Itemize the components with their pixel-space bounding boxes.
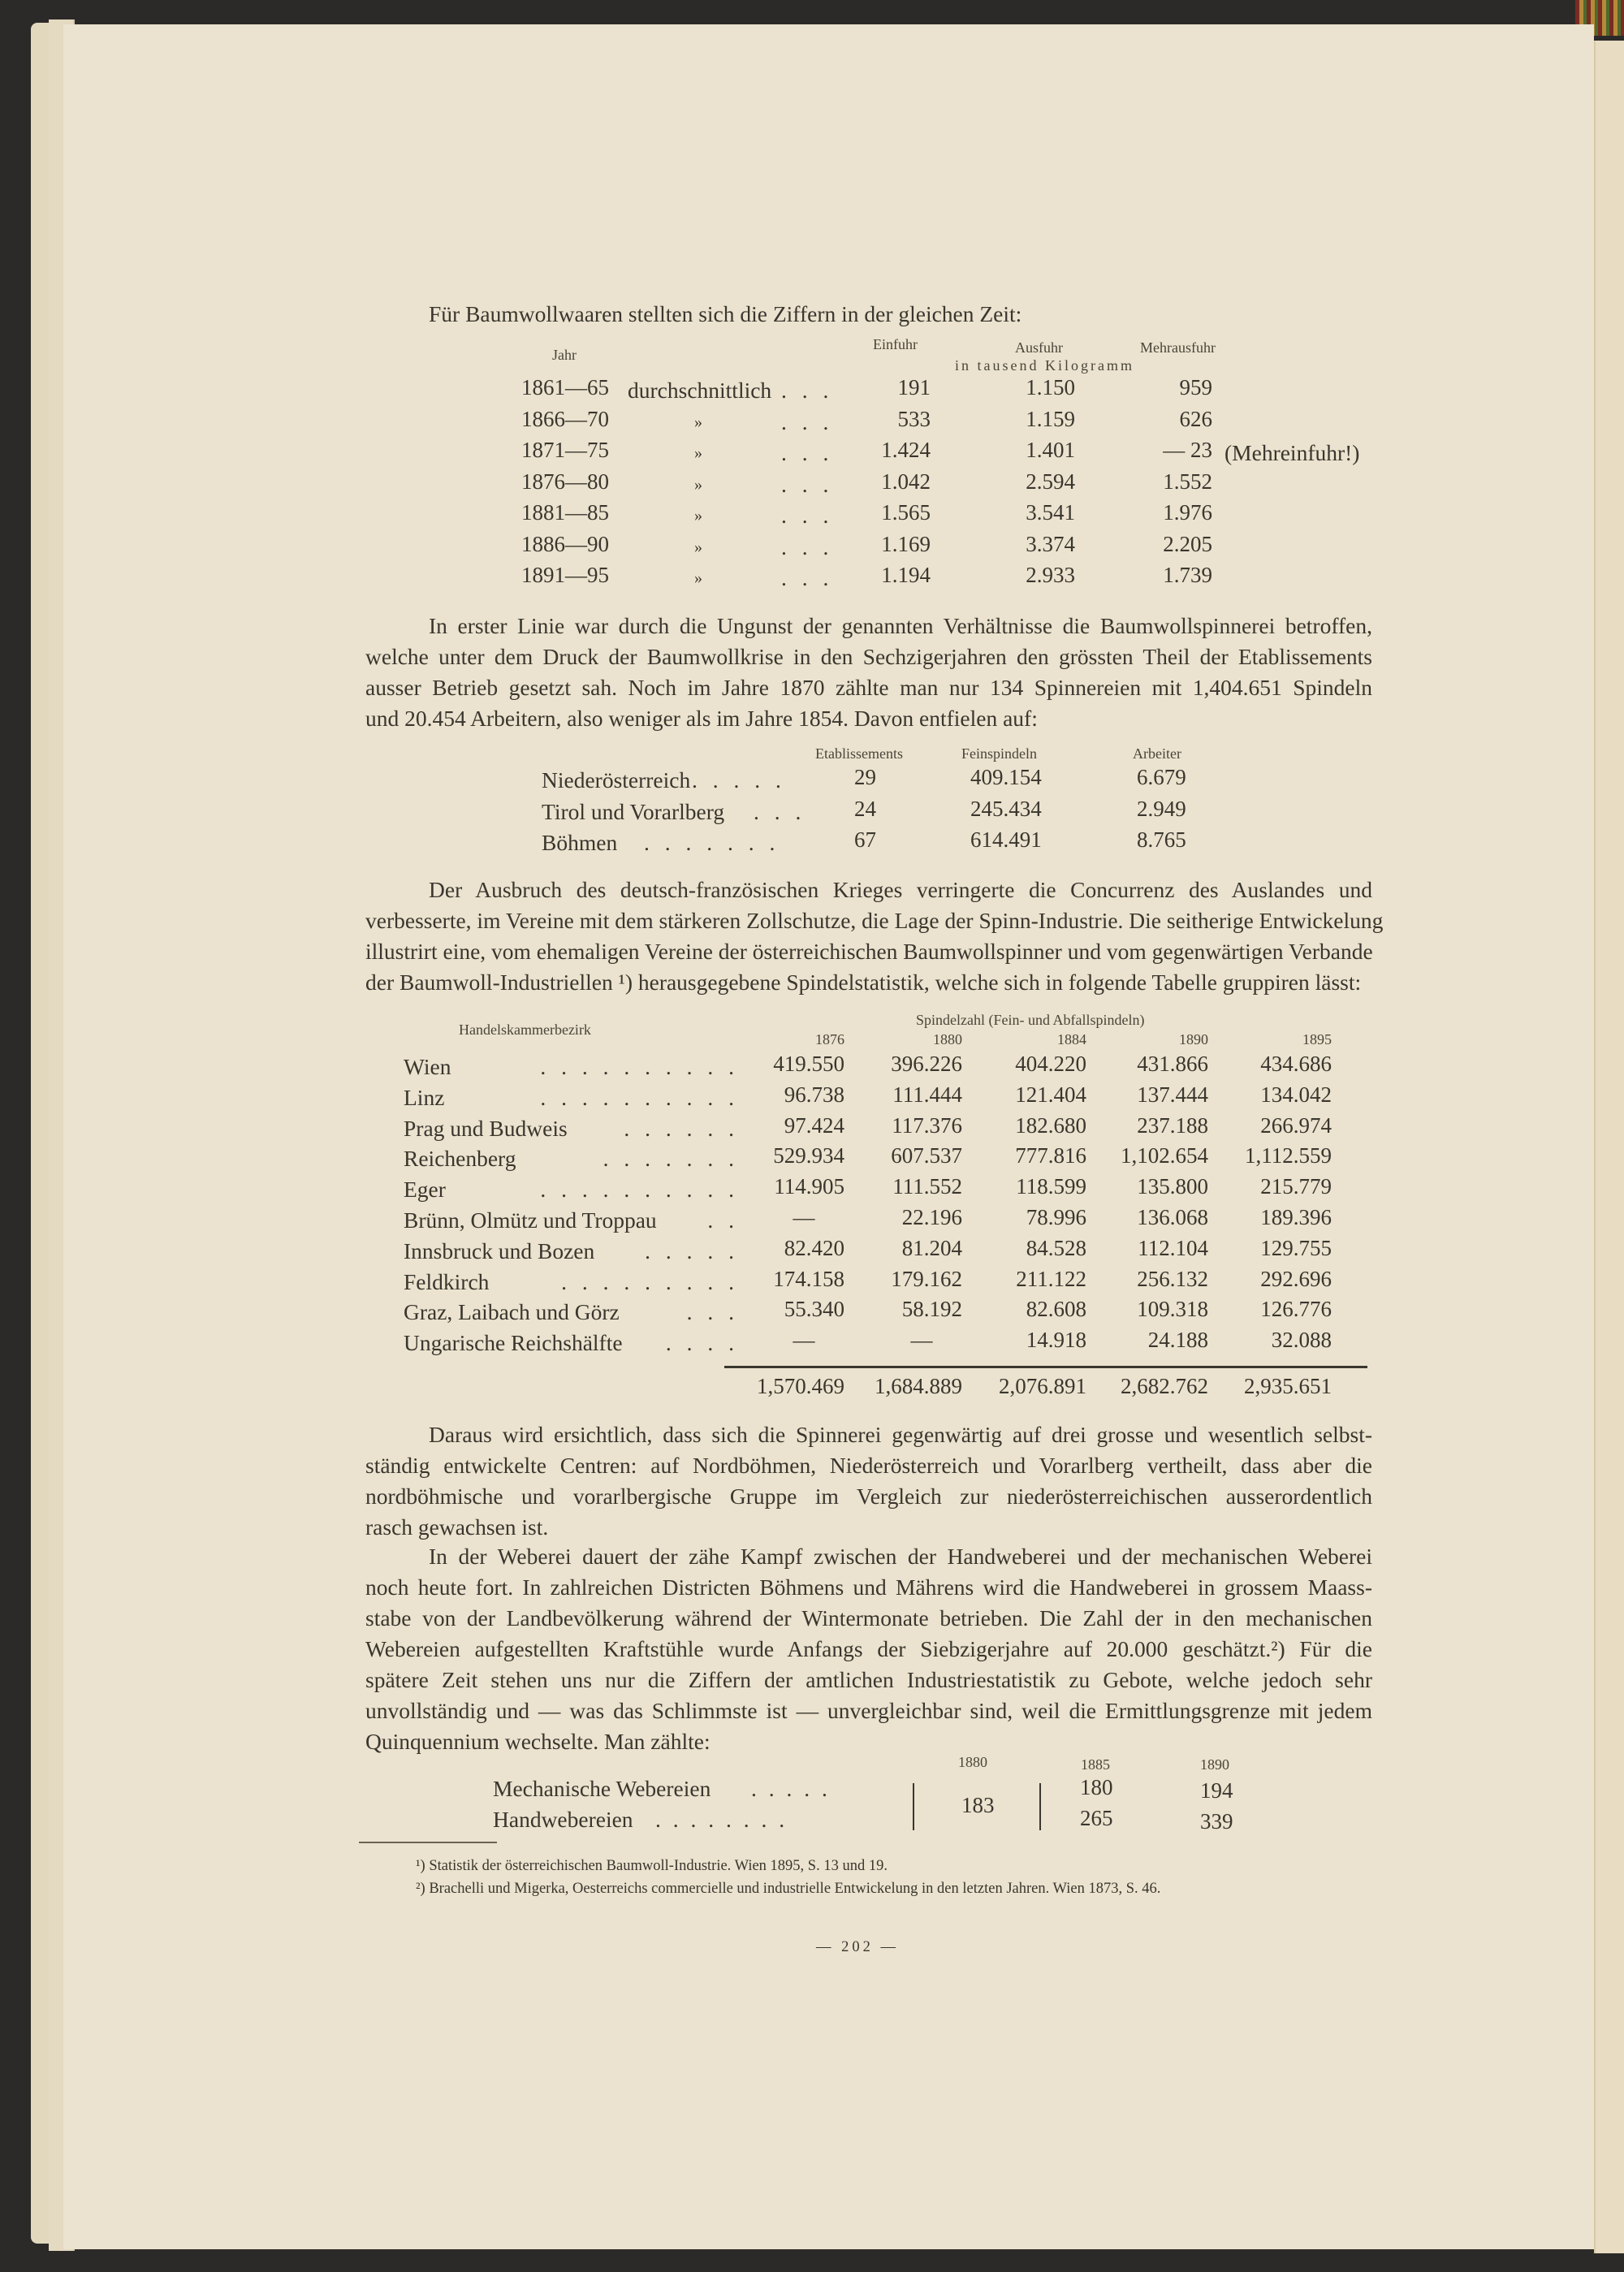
mechanical-1885-value: 180 [1080,1775,1113,1799]
workers-cell: 2.949 [1137,796,1186,821]
mechanical-1890-value: 194 [1200,1778,1233,1803]
year-header: 1895 [1302,1031,1332,1047]
paragraph-1 [365,611,1372,734]
paragraph-4 [365,1541,1372,1757]
value-cell: 404.220 [1015,1052,1086,1076]
value-cell: 179.162 [891,1266,962,1291]
value-cell: — [793,1328,815,1353]
year-header: 1884 [1057,1031,1086,1047]
remark-cell: (Mehreinfuhr!) [1224,440,1360,465]
unit-label: in tausend Kilogramm [955,357,1134,374]
district-name: Prag und Budweis [404,1115,568,1141]
value-cell: 292.696 [1260,1266,1332,1291]
import-cell: 1.042 [881,469,931,494]
value-cell: 266.974 [1260,1112,1332,1138]
region-name: Böhmen [542,830,618,855]
text-line: Webereien aufgestellten Kraftstühle wurde Anfangs der Siebzigerjahre auf 20.000 geschätzt.²) Für die [365,1636,1372,1661]
import-cell: 533 [897,406,931,431]
leader-dots: . . . . [665,1330,739,1356]
text-line: welche unter dem Druck der Baumwollkrise in den Sechzigerjahren den grössten Theil der Etablissements [365,644,1372,669]
spindles-cell: 245.434 [970,796,1042,821]
district-name: Eger [404,1177,446,1203]
value-cell: 121.404 [1015,1082,1086,1107]
text-line: In erster Linie war durch die Ungunst der genannten Verhältnisse die Baumwollspinnerei betroffen, [429,613,1372,638]
text-line: Quinquennium wechselte. Man zählte: [365,1729,710,1754]
value-cell: 96.738 [784,1082,844,1107]
value-cell: 114.905 [774,1174,844,1199]
import-cell: 1.424 [881,438,931,462]
text-line: unvollständig und — was das Schlimmste ist — unvergleichbar sind, weil die Ermittlungsgrenze mit jedem [365,1698,1372,1723]
value-cell: 174.158 [773,1266,844,1291]
leader-dots: . . . [781,533,834,559]
ditto-mark: » [694,413,702,431]
value-cell: 419.550 [773,1052,844,1076]
value-cell: 82.608 [1026,1297,1086,1322]
text-line: ständig entwickelte Centren: auf Nordböhmen, Niederösterreich und Vorarlberg vertheilt, dass aber die [365,1453,1372,1478]
surplus-cell: 1.976 [1163,500,1212,525]
leader-dots: . . . . . . . . . . [540,1054,739,1079]
leader-dots: . . . . . . . . . [561,1268,739,1294]
import-cell: 1.194 [881,563,931,587]
col-header-import: Einfuhr [873,336,918,352]
district-name: Reichenberg [404,1146,516,1172]
ditto-mark: » [694,538,702,556]
year-header: 1876 [815,1031,844,1047]
period-cell: 1866—70 [521,406,609,431]
left-brace-icon [1039,1783,1047,1830]
district-name: Wien [404,1054,451,1079]
district-name: Feldkirch [404,1268,490,1294]
text-line: In der Weberei dauert der zähe Kampf zwischen der Handweberei und der mechanischen Weberei [429,1544,1372,1569]
text-line: verbesserte, im Vereine mit dem stärkeren Zollschutze, die Lage der Spinn-Industrie. Die seitherige Entwickelung [365,908,1384,933]
establishments-cell: 24 [854,796,876,821]
leader-dots: . . . . . . . [644,830,780,855]
value-cell: 97.424 [784,1112,844,1138]
year-header: 1880 [933,1031,962,1047]
ditto-mark: » [694,507,702,525]
period-cell: 1876—80 [521,469,609,494]
leader-dots: . . . . . [751,1776,831,1801]
region-name: Niederösterreich [542,767,691,793]
surplus-cell: 2.205 [1163,531,1212,556]
surplus-cell: 1.739 [1163,563,1212,587]
surplus-cell: 1.552 [1163,469,1212,494]
value-cell: 111.444 [892,1082,962,1107]
export-cell: 1.401 [1026,438,1075,462]
ditto-mark: » [694,475,702,494]
value-cell: 607.537 [891,1143,962,1168]
leader-dots: . . . . . [645,1238,739,1263]
workers-cell: 8.765 [1137,827,1186,852]
text-line: illustrirt eine, vom ehemaligen Vereine der österreichischen Baumwollspinner und vom gegenwärtigen Verbande [365,939,1373,964]
leader-dots: . . . [686,1299,739,1325]
import-cell: 1.565 [881,500,931,525]
value-cell: 117.376 [892,1112,962,1138]
footnote-rule [359,1842,497,1843]
total-cell: 1,684.889 [875,1374,962,1398]
page-number: — 202 — [816,1939,899,1955]
period-cell: 1861—65 [521,375,609,400]
col-header-export: Ausfuhr [1015,339,1063,356]
surplus-cell: — 23 [1163,438,1212,462]
district-name: Innsbruck und Bozen [404,1238,595,1263]
ditto-mark: » [694,569,702,587]
value-cell: 1,102.654 [1121,1143,1208,1168]
value-cell: 211.122 [1016,1266,1086,1291]
value-cell: 237.188 [1137,1112,1208,1138]
leader-dots: . . . [781,378,834,403]
paragraph-3 [365,1419,1372,1543]
text-line: ausser Betrieb gesetzt sah. Noch im Jahre 1870 zählte man nur 134 Spinnereien mit 1,404.651 Spindeln [365,675,1372,700]
period-cell: 1871—75 [521,438,609,462]
leader-dots: . . . . . . [624,1115,739,1141]
value-cell: 136.068 [1137,1205,1208,1229]
text-line: nordböhmische und vorarlbergische Gruppe im Vergleich zur niederösterreichischen ausserordentlich [365,1484,1372,1509]
value-cell: 137.444 [1137,1082,1208,1107]
col-header-1880: 1880 [958,1754,987,1770]
spindles-cell: 614.491 [970,827,1042,852]
row-label-hand: Handwebereien [493,1807,633,1832]
value-cell: 396.226 [891,1052,962,1076]
value-cell: 24.188 [1147,1328,1208,1353]
year-header: 1890 [1179,1031,1208,1047]
period-cell: 1886—90 [521,531,609,556]
value-cell: 78.996 [1026,1205,1086,1229]
value-cell: 777.816 [1015,1143,1086,1168]
intro-line: Für Baumwollwaaren stellten sich die Ziffern in der gleichen Zeit: [429,301,1022,326]
value-cell: 126.776 [1260,1297,1332,1322]
spindles-cell: 409.154 [970,765,1042,789]
note-cell: durchschnittlich [628,378,772,403]
export-cell: 3.541 [1026,500,1075,525]
value-cell: 84.528 [1026,1235,1086,1260]
value-cell: 55.340 [784,1297,844,1322]
leader-dots: . . . . . . . . . . [540,1084,739,1110]
value-cell: 529.934 [773,1143,844,1168]
period-cell: 1891—95 [521,563,609,587]
value-cell: 431.866 [1137,1052,1208,1076]
leader-dots: . . . . . . . . . . [540,1177,739,1203]
leader-dots: . . . . . . . [603,1146,739,1172]
text-line: noch heute fort. In zahlreichen Districten Böhmens und Mährens wird die Handweberei in grossem Maass- [365,1574,1372,1600]
col-header-spindle-group: Spindelzahl (Fein- und Abfallspindeln) [916,1012,1145,1028]
col-header-workers: Arbeiter [1133,745,1181,762]
workers-cell: 6.679 [1137,765,1186,789]
facing-page-edge [1594,41,1624,2253]
col-header-surplus: Mehrausfuhr [1140,339,1216,356]
value-cell: 112.104 [1138,1235,1208,1260]
hand-1885-value: 265 [1080,1806,1113,1830]
leader-dots: . . . [781,565,834,590]
value-cell: 58.192 [901,1297,962,1322]
period-cell: 1881—85 [521,500,609,525]
value-cell: 111.552 [892,1174,962,1199]
export-cell: 1.159 [1026,406,1075,431]
value-cell: 82.420 [784,1235,844,1260]
value-cell: 81.204 [901,1235,962,1260]
ditto-mark: » [694,444,702,462]
paragraph-2 [365,875,1384,998]
district-name: Brünn, Olmütz und Troppau [404,1207,657,1233]
text-line: stabe von der Landbevölkerung während der Wintermonate betrieben. Die Zahl der in den mechanischen [365,1605,1372,1631]
surplus-cell: 959 [1179,375,1212,400]
total-cell: 1,570.469 [757,1374,844,1398]
value-cell: 189.396 [1260,1205,1332,1229]
value-cell: 129.755 [1260,1235,1332,1260]
district-name: Linz [404,1084,445,1110]
text-line: spätere Zeit stehen uns nur die Ziffern der amtlichen Industriestatistik zu Gebote, welche jedoch sehr [365,1667,1372,1692]
leader-dots: . . . [781,503,834,528]
region-name: Tirol und Vorarlberg [542,798,725,824]
leader-dots: . . . . . [692,767,786,793]
col-header-1890: 1890 [1200,1756,1229,1773]
value-cell: 434.686 [1260,1052,1332,1076]
footnote-1: ¹) Statistik der österreichischen Baumwoll-Industrie. Wien 1895, S. 13 und 19. [416,1858,888,1874]
value-cell: 32.088 [1271,1328,1332,1353]
total-cell: 2,682.762 [1121,1374,1208,1398]
text-line: und 20.454 Arbeitern, also weniger als im Jahre 1854. Davon entfielen auf: [365,706,1038,731]
text-line: rasch gewachsen ist. [365,1514,549,1540]
leader-dots: . . [707,1207,739,1233]
value-cell: 215.779 [1260,1174,1332,1199]
export-cell: 1.150 [1026,375,1075,400]
export-cell: 2.933 [1026,563,1075,587]
value-cell: 135.800 [1137,1174,1208,1199]
col-header-1885: 1885 [1081,1756,1110,1773]
col-header-establishments: Etablissements [815,745,903,762]
leader-dots: . . . [781,471,834,497]
value-cell: 22.196 [901,1205,962,1229]
value-cell: — [793,1205,815,1229]
value-cell: — [910,1328,933,1353]
export-cell: 3.374 [1026,531,1075,556]
col-header-district: Handelskammerbezirk [459,1022,591,1038]
value-cell: 14.918 [1026,1328,1086,1353]
import-cell: 1.169 [881,531,931,556]
district-name: Graz, Laibach und Görz [404,1299,620,1325]
text-line: Der Ausbruch des deutsch-französischen Krieges verringerte die Concurrenz des Auslandes und [429,877,1372,902]
value-cell: 256.132 [1137,1266,1208,1291]
value-cell: 1,112.559 [1245,1143,1332,1168]
row-label-mechanical: Mechanische Webereien [493,1776,711,1801]
value-cell: 134.042 [1260,1082,1332,1107]
establishments-cell: 29 [854,765,876,789]
text-line: der Baumwoll-Industriellen ¹) herausgegebene Spindelstatistik, welche sich in folgende Tabelle gruppiren lässt: [365,970,1362,995]
import-cell: 191 [897,375,931,400]
district-name: Ungarische Reichshälfte [404,1330,623,1356]
leader-dots: . . . [754,798,806,824]
combined-1880-value: 183 [961,1793,995,1817]
value-cell: 182.680 [1015,1112,1086,1138]
leader-dots: . . . [781,408,834,434]
surplus-cell: 626 [1179,406,1212,431]
col-header-spindles: Feinspindeln [961,745,1037,762]
value-cell: 118.599 [1016,1174,1086,1199]
establishments-cell: 67 [854,827,876,852]
leader-dots: . . . [781,440,834,465]
hand-1890-value: 339 [1200,1809,1233,1834]
right-brace-icon [906,1783,914,1830]
total-cell: 2,935.651 [1244,1374,1332,1398]
leader-dots: . . . . . . . . [655,1807,788,1832]
col-header-year: Jahr [552,347,577,363]
footnote-2: ²) Brachelli und Migerka, Oesterreichs commercielle und industrielle Entwickelung in den letzten Jahren. Wien 1873, S. 46. [416,1881,1161,1897]
value-cell: 109.318 [1137,1297,1208,1322]
export-cell: 2.594 [1026,469,1075,494]
total-cell: 2,076.891 [999,1374,1086,1398]
text-line: Daraus wird ersichtlich, dass sich die Spinnerei gegenwärtig auf drei grosse und wesentlich selbst- [429,1422,1372,1447]
total-rule [724,1366,1367,1368]
